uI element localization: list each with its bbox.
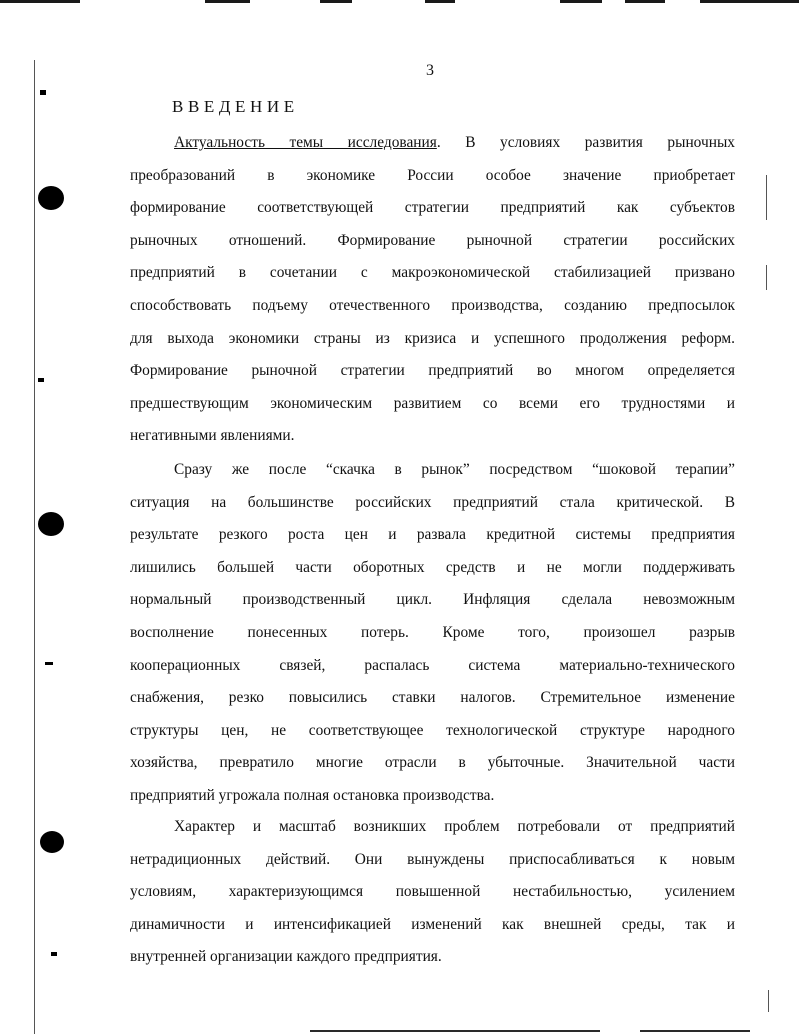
scan-speck [51, 952, 57, 956]
text-line: результате резкого роста цен и развала кредитной системы предприятия [130, 526, 735, 544]
text-line: предшествующим экономическим развитием со всеми его трудностями и [130, 394, 735, 412]
scan-top-edge-mark [320, 0, 352, 3]
scan-speck [45, 662, 53, 665]
left-margin-line [34, 60, 35, 1034]
text-line: негативными явлениями. [130, 427, 295, 445]
text-line: для выхода экономики страны из кризиса и успешного продолжения реформ. [130, 329, 735, 347]
text-line: кооперационных связей, распалась система материально-технического [130, 656, 735, 674]
scan-top-edge-mark [700, 0, 799, 3]
text-line: ситуация на большинстве российских предприятий стала критической. В [130, 493, 735, 511]
scan-top-edge-mark [205, 0, 250, 3]
text-line: лишились большей части оборотных средств и не могли поддерживать [130, 558, 735, 576]
text-line: Формирование рыночной стратегии предприятий во многом определяется [130, 362, 735, 380]
text-line: предприятий в сочетании с макроэкономической стабилизацией призвано [130, 264, 735, 282]
scan-top-edge-mark [560, 0, 602, 3]
binder-hole [38, 186, 64, 210]
page-number: 3 [426, 62, 434, 79]
paragraph-3 [130, 811, 735, 974]
right-margin-mark [766, 175, 767, 220]
right-margin-mark [768, 990, 769, 1012]
text-line: нормальный производственный цикл. Инфляция сделала невозможным [130, 591, 735, 609]
scan-top-edge-mark [625, 0, 665, 3]
text-line: способствовать подъему отечественного производства, созданию предпосылок [130, 296, 735, 314]
text-line: условиям, характеризующимся повышенной нестабильностью, усилением [130, 883, 735, 901]
scan-top-edge-mark [0, 0, 80, 3]
text-line [130, 127, 735, 160]
text-line: внутренней организации каждого предприятия. [130, 948, 442, 966]
scan-bottom-edge-mark [310, 1030, 600, 1032]
binder-hole [40, 831, 64, 853]
scan-speck [40, 90, 46, 95]
text-line: хозяйства, превратило многие отрасли в убыточные. Значительной части [130, 754, 735, 772]
scan-speck [38, 378, 44, 382]
text-line: формирование соответствующей стратегии предприятий как субъектов [130, 199, 735, 217]
text-line: Сразу же после “скачка в рынок” посредством “шоковой терапии” [174, 461, 735, 478]
text-line: рыночных отношений. Формирование рыночной стратегии российских [130, 231, 735, 249]
scan-top-edge-mark [425, 0, 455, 3]
text-line: предприятий угрожала полная остановка производства. [130, 786, 495, 804]
text-line: Характер и масштаб возникших проблем потребовали от предприятий [174, 818, 735, 835]
section-heading: ВВЕДЕНИЕ [172, 97, 299, 116]
text-line: нетрадиционных действий. Они вынуждены приспосабливаться к новым [130, 850, 735, 868]
text-line: снабжения, резко повысились ставки налогов. Стремительное изменение [130, 689, 735, 707]
text-line-rest: . В условиях развития рыночных [436, 134, 735, 151]
paragraph-2 [130, 454, 735, 813]
text-line: динамичности и интенсификацией изменений как внешней среды, так и [130, 915, 735, 933]
paragraph-1 [130, 127, 735, 453]
text-line: структуры цен, не соответствующее технологической структуре народного [130, 721, 735, 739]
text-line: преобразований в экономике России особое значение приобретает [130, 166, 735, 184]
right-margin-mark [766, 265, 767, 290]
text-line: восполнение понесенных потерь. Кроме того, произошел разрыв [130, 623, 735, 641]
scan-bottom-edge-mark [640, 1030, 750, 1032]
binder-hole [38, 512, 64, 536]
topic-relevance-label: Актуальность темы исследования [174, 134, 437, 151]
